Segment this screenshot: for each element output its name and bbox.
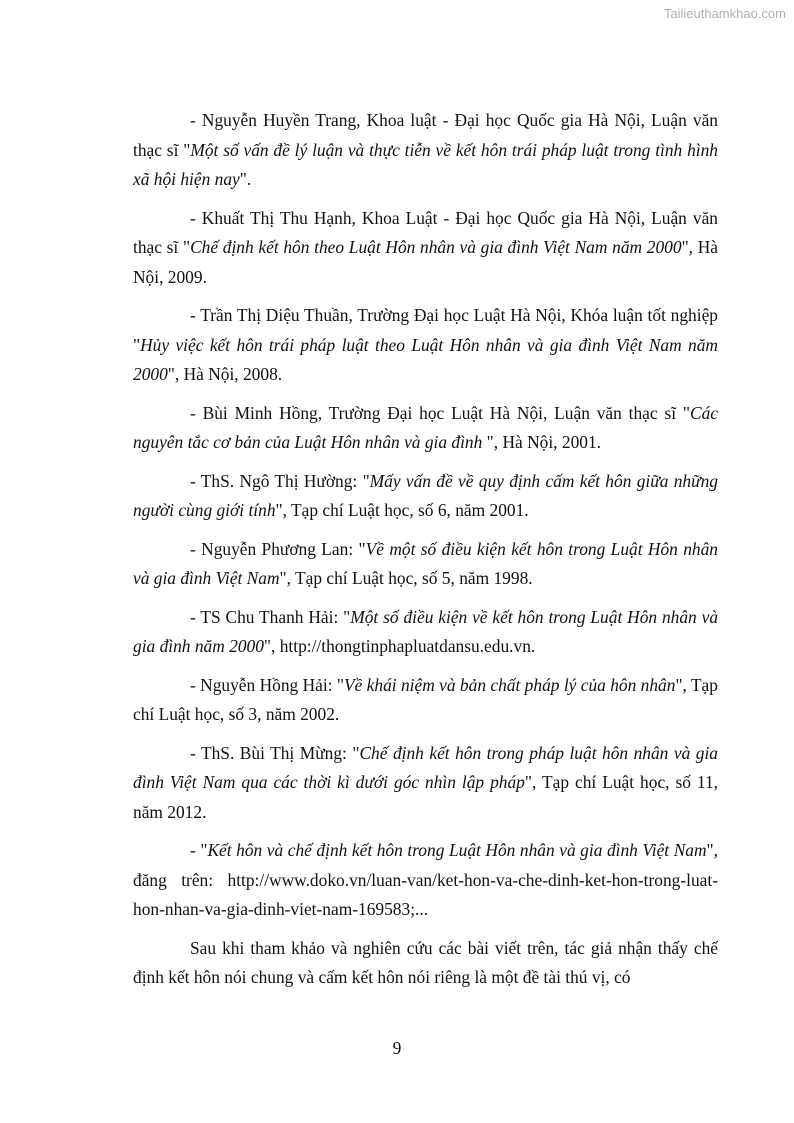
reference-item [133,739,718,828]
reference-item [133,467,718,526]
closing-paragraph: Sau khi tham khảo và nghiên cứu các bài viết trên, tác giả nhận thấy chế định kết hôn nói chung và cấm kết hôn nói riêng là một đề tài thú vị, có [133,937,718,987]
reference-suffix: ", Tạp chí Luật học, số 11, năm 2012. [133,772,719,822]
reference-prefix: - Nguyễn Hồng Hải: " [190,674,344,695]
reference-suffix: ", Hà Nội, 2009. [133,237,719,287]
reference-item [133,603,718,662]
reference-suffix: ", Tạp chí Luật học, số 6, năm 2001. [275,500,529,520]
reference-prefix: - ThS. Bùi Thị Mừng: " [190,742,360,763]
reference-prefix: - TS Chu Thanh Hải: " [190,606,351,627]
reference-title: Các nguyên tắc cơ bản của Luật Hôn nhân và gia đình [133,402,718,452]
reference-suffix: ", Tạp chí Luật học, số 3, năm 2002. [133,674,718,724]
reference-title: Một số vấn đề lý luận và thực tiễn về kết hôn trái pháp luật trong tình hình xã hội hiện nay [133,139,719,189]
reference-prefix: - " [190,840,208,860]
reference-title: Chế định kết hôn trong pháp luật hôn nhân và gia đình Việt Nam qua các thời kì dưới góc nhìn lập pháp [133,742,718,792]
reference-prefix: - Trần Thị Diệu Thuần, Trường Đại học Luật Hà Nội, Khóa luận tốt nghiệp " [133,305,718,355]
document-body [133,106,718,1002]
reference-item [133,106,718,195]
reference-prefix: - Khuất Thị Thu Hạnh, Khoa Luật - Đại học Quốc gia Hà Nội, Luận văn thạc sĩ " [133,207,718,257]
reference-title: Về một số điều kiện kết hôn trong Luật Hôn nhân và gia đình Việt Nam [133,538,718,588]
reference-prefix: - Bùi Minh Hồng, Trường Đại học Luật Hà Nội, Luận văn thạc sĩ " [190,402,690,423]
reference-item [133,836,718,925]
reference-title: Mấy vấn đề về quy định cấm kết hôn giữa những người cùng giới tính [133,470,718,520]
reference-suffix: ", http://thongtinphapluatdansu.edu.vn. [263,636,536,656]
reference-item [133,535,718,594]
reference-item [133,671,718,730]
watermark: Tailieuthamkhao.com [663,6,786,21]
reference-item [133,301,718,390]
reference-suffix: ", đăng trên: http://www.doko.vn/luan-van/ket-hon-va-che-dinh-ket-hon-trong-luat-hon-nhan-va-gia-dinh-viet-nam-169583;... [133,840,718,919]
reference-prefix: - Nguyễn Huyền Trang, Khoa luật - Đại học Quốc gia Hà Nội, Luận văn thạc sĩ " [133,110,718,160]
reference-title: Hủy việc kết hôn trái pháp luật theo Luật Hôn nhân và gia đình Việt Nam năm 2000 [133,334,718,384]
reference-prefix: - Nguyễn Phương Lan: " [190,538,366,559]
reference-title: Chế định kết hôn theo Luật Hôn nhân và gia đình Việt Nam năm 2000 [190,237,682,257]
reference-item [133,204,718,293]
reference-title: Về khái niệm và bản chất pháp lý của hôn nhân [343,674,676,695]
reference-suffix: ". [239,169,252,189]
reference-prefix: - ThS. Ngô Thị Hường: " [190,470,370,491]
reference-suffix: ", Tạp chí Luật học, số 5, năm 1998. [279,568,533,588]
reference-title: Kết hôn và chế định kết hôn trong Luật Hôn nhân và gia đình Việt Nam [207,840,707,860]
reference-suffix: ", Hà Nội, 2008. [167,364,283,384]
reference-title: Một số điều kiện về kết hôn trong Luật Hôn nhân và gia đình năm 2000 [133,606,719,656]
page-number: 9 [392,1038,402,1058]
reference-suffix: ", Hà Nội, 2001. [482,432,602,452]
reference-item [133,399,718,458]
